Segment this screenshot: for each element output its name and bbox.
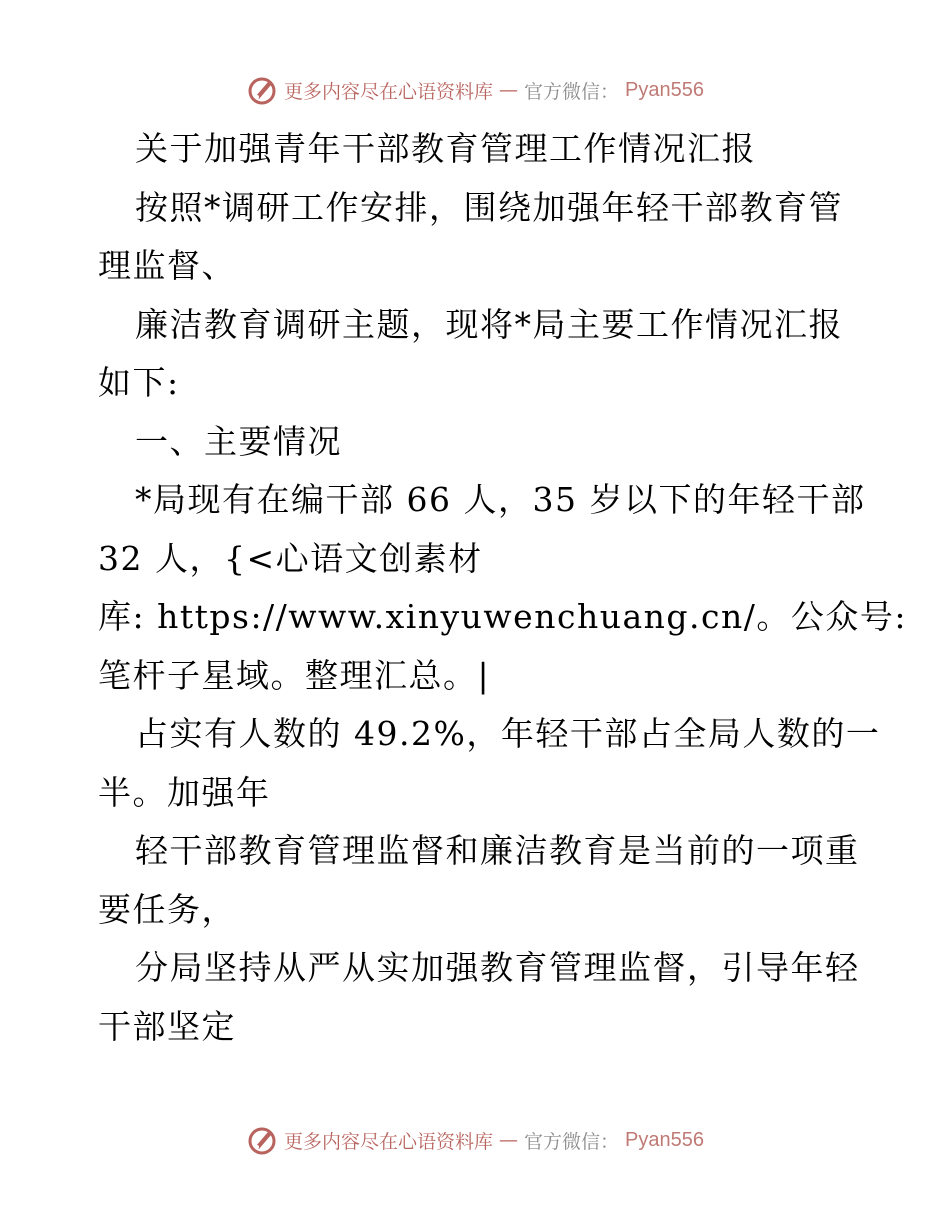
header-banner	[0, 70, 950, 110]
document-body	[98, 120, 907, 1056]
paragraph-line: 干部坚定	[98, 1006, 236, 1046]
paragraph-line: 32 人，{<心语文创素材	[98, 538, 483, 578]
paragraph-line: *局现有在编干部 66 人，35 岁以下的年轻干部	[135, 480, 866, 519]
paragraph-line: 按照*调研工作安排，围绕加强年轻干部教育管	[135, 187, 843, 227]
paragraph-line: 要任务，	[98, 889, 236, 929]
paragraph-line: 笔杆子星域。整理汇总。|	[98, 655, 491, 695]
paragraph-line: 库: https://www.xinyuwenchuang.cn/。公众号:	[98, 597, 907, 636]
footer-banner-inner	[246, 1124, 704, 1156]
header-dash: —	[499, 79, 519, 101]
section-heading: 一、主要情况	[135, 421, 342, 461]
paragraph-line: 占实有人数的 49.2%，年轻干部占全局人数的一	[135, 714, 881, 753]
footer-dash: —	[499, 1129, 519, 1151]
paragraph-line: 轻干部教育管理监督和廉洁教育是当前的一项重	[135, 831, 860, 870]
header-official-label: 官方微信：	[524, 80, 620, 103]
document-title: 关于加强青年干部教育管理工作情况汇报	[135, 129, 756, 168]
footer-banner	[0, 1120, 950, 1160]
footer-official-label: 官方微信：	[524, 1130, 620, 1153]
header-promo-text: 更多内容尽在心语资料库	[284, 80, 494, 103]
paragraph-line: 理监督、	[98, 246, 236, 285]
paragraph-line: 半。加强年	[98, 772, 271, 812]
pen-logo-icon	[246, 74, 278, 106]
footer-wechat-id: Pyan556	[625, 1128, 704, 1151]
paragraph-line: 如下:	[98, 363, 180, 402]
paragraph-line: 廉洁教育调研主题，现将*局主要工作情况汇报	[135, 304, 843, 344]
pen-logo-icon	[246, 1124, 278, 1156]
paragraph-line: 分局坚持从严从实加强教育管理监督，引导年轻	[135, 948, 860, 987]
header-banner-inner	[246, 74, 704, 106]
footer-promo-text: 更多内容尽在心语资料库	[284, 1130, 494, 1153]
header-wechat-id: Pyan556	[625, 78, 704, 101]
